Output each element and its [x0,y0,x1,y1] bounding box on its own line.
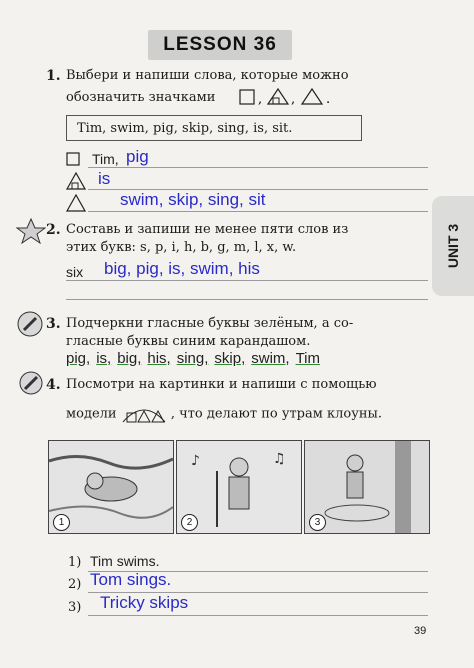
task4-line2 [66,404,382,425]
lesson-title: LESSON 36 [148,30,292,60]
task1-answer1-hand[interactable]: pig [126,147,149,166]
symbol-sep1: , [258,92,263,107]
picture-clown-singing [176,440,302,534]
triangle-square-symbol [268,89,288,104]
answer-line [88,211,428,212]
task3-line2: гласные буквы синим карандашом. [66,334,311,349]
task3-word[interactable]: is, [96,350,112,367]
task3-word[interactable]: pig, [66,350,91,367]
task2-answer-print: six [66,264,84,280]
answer-number: 1) [68,555,82,570]
task1-answer1-print: Tim, [92,151,119,167]
task3-word[interactable]: big, [117,350,142,367]
triangle-square-icon [66,172,86,190]
star-icon [16,218,46,244]
task1-words: Tim, swim, pig, skip, sing, is, sit. [77,120,293,136]
task1-answer3-hand[interactable]: swim, skip, sing, sit [120,190,266,209]
task3-word[interactable]: his, [147,350,171,367]
task3-word[interactable]: swim, [251,350,290,367]
task3-number: 3. [46,316,61,332]
task1-line1: Выбери и напиши слова, которые можно [66,68,349,83]
task4-line2-a: модели [66,406,117,422]
task3-word[interactable]: Tim [295,350,321,367]
answer-number: 3) [68,600,82,615]
task2-number: 2. [46,222,61,238]
square-symbol [240,90,254,104]
task4-answer1-print: Tim swims. [90,553,160,569]
triangle-icon [66,194,86,212]
task2-line2: этих букв: s, p, i, h, b, g, m, l, x, w. [66,240,297,255]
task1-word-box [66,115,362,141]
task1-number: 1. [46,68,61,84]
symbol-sep3: . [326,92,331,107]
task1-line2 [66,88,215,108]
pencil-circle-icon [18,370,44,396]
answer-line [88,615,428,616]
task4-answer2-hand[interactable]: Tom sings. [90,570,172,589]
symbol-sep2: , [291,92,296,107]
task4-number: 4. [46,377,61,393]
task3-word[interactable]: sing, [176,350,209,367]
picture-clown-swimming [48,440,174,534]
answer-number: 2) [68,577,82,592]
answer-line [66,299,428,300]
answer-line [88,167,428,168]
task3-word[interactable]: skip, [214,350,246,367]
picture-clown-skipping [304,440,430,534]
triangle-symbol [302,89,322,104]
symbol-models [238,87,338,107]
pencil-circle-icon [16,310,44,338]
page-number: 39 [414,625,427,637]
picture-number: 2 [181,514,198,531]
picture-number: 3 [309,514,326,531]
task1-line2-text: обозначить значками [66,90,216,105]
task4-line1: Посмотри на картинки и напиши с помощью [66,377,377,392]
task4-answer3-hand[interactable]: Tricky skips [100,593,189,612]
task3-word-list [66,350,320,367]
task2-answer-hand[interactable]: big, pig, is, swim, his [104,259,260,278]
task3-line1: Подчеркни гласные буквы зелёным, а со- [66,316,354,331]
answer-line [66,280,428,281]
task2-line1: Составь и запиши не менее пяти слов из [66,222,349,237]
task4-line2-b: , что делают по утрам клоуны. [170,406,382,422]
square-icon [66,152,80,166]
unit-tab [432,196,474,296]
svg-text:♫: ♫ [273,451,286,467]
svg-text:♪: ♪ [191,453,200,469]
task1-answer2-hand[interactable]: is [98,169,111,188]
model-icon [121,404,167,424]
picture-number: 1 [53,514,70,531]
unit-label: UNIT 3 [445,223,461,269]
